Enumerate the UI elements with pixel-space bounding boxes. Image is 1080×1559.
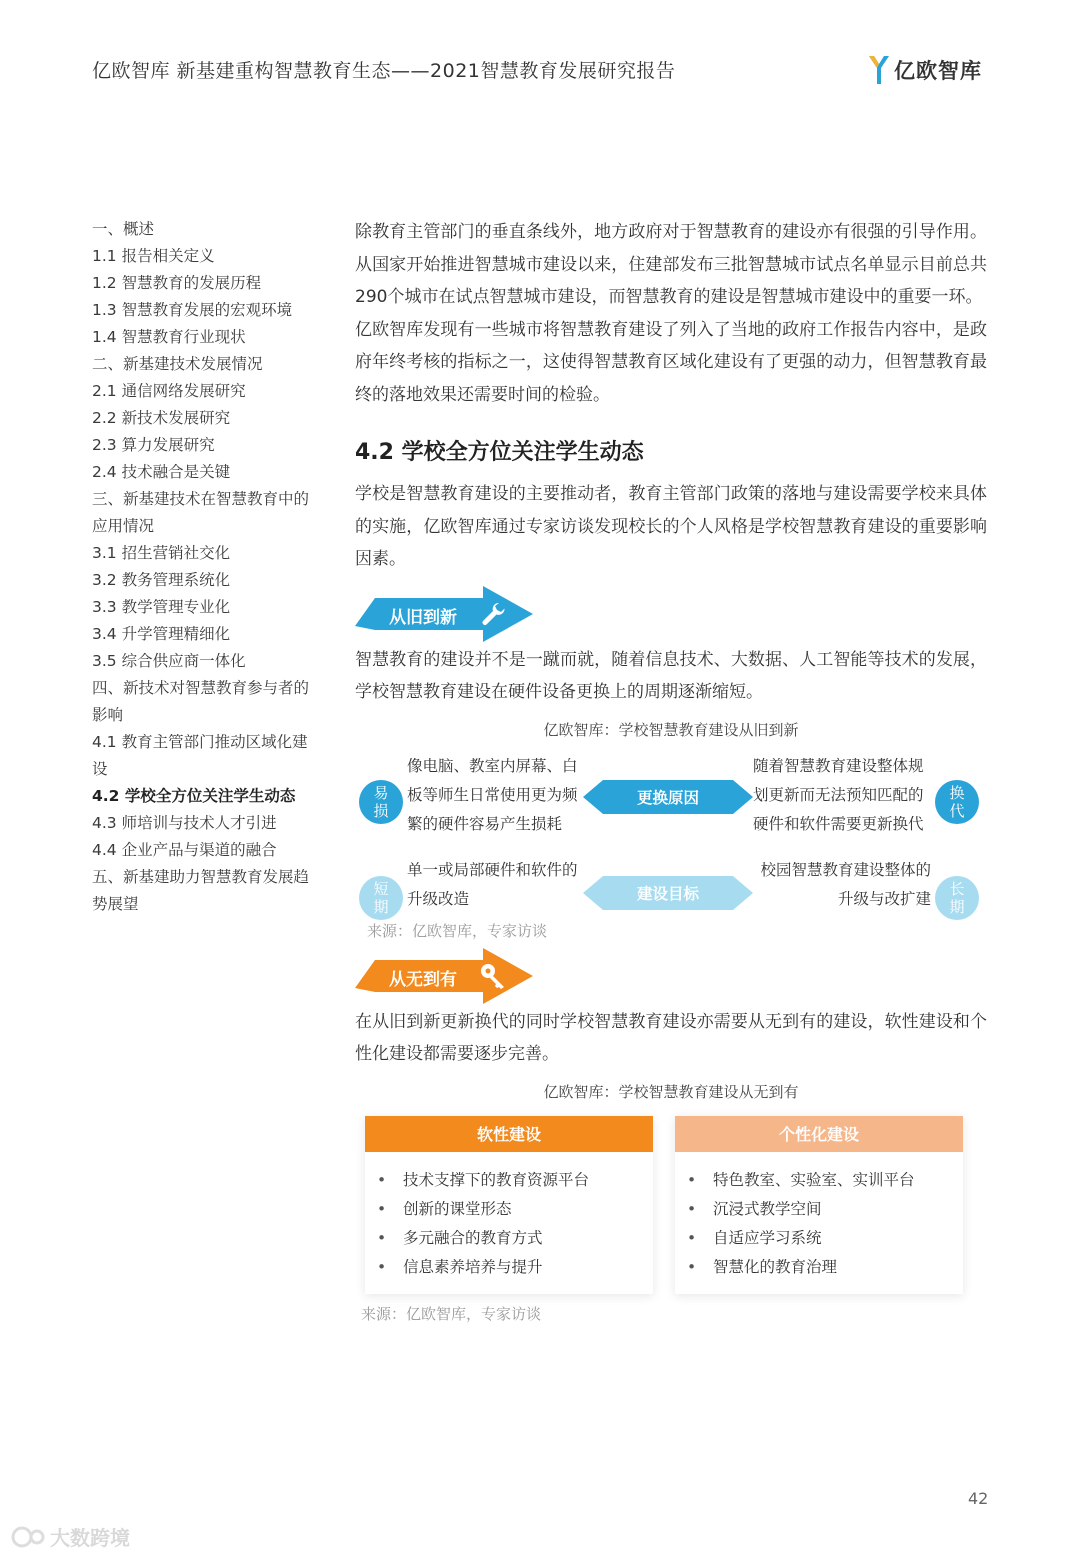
logo-text: 亿欧智库 [894, 59, 982, 83]
circle-short-term: 短期 [359, 876, 403, 920]
figure-1-diagram [355, 754, 987, 944]
list-item [377, 1166, 653, 1195]
toc-item[interactable]: 四、新技术对智慧教育参与者的影响 [92, 679, 310, 724]
bullet-icon: • [377, 1170, 387, 1189]
toc-item[interactable]: 1.3 智慧教育发展的宏观环境 [92, 301, 293, 319]
figure-2-diagram [355, 1116, 987, 1301]
bullet-icon: • [687, 1170, 697, 1189]
toc-item[interactable]: 1.2 智慧教育的发展历程 [92, 274, 262, 292]
table-of-contents [92, 216, 317, 918]
toc-item[interactable]: 3.5 综合供应商一体化 [92, 652, 246, 670]
toc-item[interactable]: 五、新基建助力智慧教育发展趋势展望 [92, 868, 310, 913]
list-item [687, 1166, 963, 1195]
tag-old-to-new [355, 586, 533, 642]
personalized-build-list [675, 1152, 963, 1282]
bullet-icon: • [687, 1257, 697, 1276]
page-header-title: 亿欧智库 新基建重构智慧教育生态——2021智慧教育发展研究报告 [92, 60, 676, 82]
arrow-build-goal [583, 876, 753, 910]
arrow-build-goal-label: 建设目标 [636, 884, 699, 903]
list-item [687, 1253, 963, 1282]
bullet-icon: • [687, 1228, 697, 1247]
toc-item[interactable]: 3.4 升学管理精细化 [92, 625, 231, 643]
paragraph-3: 学校是智慧教育建设的主要推动者，教育主管部门政策的落地与建设需要学校来具体的实施，亿欧智库通过专家访谈发现校长的个人风格是学校智慧教育建设的重要影响因素。 [355, 484, 987, 569]
bullet-icon: • [377, 1257, 387, 1276]
soft-build-column [365, 1116, 653, 1294]
row1-right-text: 随着智慧教育建设整体规划更新而无法预知匹配的硬件和软件需要更新换代 [753, 756, 924, 833]
section-title: 4.2 学校全方位关注学生动态 [355, 440, 644, 465]
list-item-text: 信息素养培养与提升 [403, 1257, 543, 1276]
figure-1-source: 来源：亿欧智库，专家访谈 [367, 921, 548, 940]
row2-left-text: 单一或局部硬件和软件的升级改造 [407, 860, 578, 908]
list-item [687, 1224, 963, 1253]
list-item-text: 智慧化的教育治理 [713, 1257, 838, 1276]
toc-item[interactable]: 2.1 通信网络发展研究 [92, 382, 246, 400]
toc-item[interactable]: 1.1 报告相关定义 [92, 247, 215, 265]
list-item [377, 1224, 653, 1253]
figure-2-caption: 亿欧智库：学校智慧教育建设从无到有 [543, 1082, 799, 1101]
key-icon [479, 962, 507, 990]
soft-build-list [365, 1152, 653, 1282]
list-item [687, 1195, 963, 1224]
toc-item[interactable]: 1.4 智慧教育行业现状 [92, 328, 246, 346]
toc-item[interactable]: 4.3 师培训与技术人才引进 [92, 814, 277, 832]
bullet-icon: • [377, 1228, 387, 1247]
paragraph-2: 亿欧智库发现有一些城市将智慧教育建设了列入了当地的政府工作报告内容中，是政府年终考核的指标之一，这使得智慧教育区域化建设有了更强的动力，但智慧教育最终的落地效果还需要时间的检验。 [355, 319, 987, 405]
toc-item[interactable]: 4.1 教育主管部门推动区域化建设 [92, 733, 308, 778]
list-item-text: 自适应学习系统 [713, 1228, 822, 1247]
toc-item[interactable]: 3.1 招生营销社交化 [92, 544, 231, 562]
wrench-icon [479, 600, 507, 628]
bullet-icon: • [377, 1199, 387, 1218]
list-item [377, 1253, 653, 1282]
list-item-text: 特色教室、实验室、实训平台 [713, 1170, 915, 1189]
toc-item[interactable]: 2.3 算力发展研究 [92, 436, 215, 454]
watermark-logo-icon [10, 1525, 50, 1549]
toc-item[interactable]: 一、概述 [92, 220, 155, 238]
paragraph-1: 除教育主管部门的垂直条线外，地方政府对于智慧教育的建设亦有很强的引导作用。从国家开始推进智慧城市建设以来，住建部发布三批智慧城市试点名单显示目前总共290个城市在试点智慧城市建设，而智慧教育的建设是智慧城市建设中的重要一环。 [355, 222, 987, 307]
tag-old-to-new-label: 从旧到新 [389, 607, 457, 628]
brand-logo [868, 52, 982, 88]
figure-1-caption: 亿欧智库：学校智慧教育建设从旧到新 [543, 720, 799, 739]
toc-item[interactable]: 3.3 教学管理专业化 [92, 598, 231, 616]
yiou-logo-icon [868, 54, 890, 86]
toc-item[interactable]: 2.4 技术融合是关键 [92, 463, 231, 481]
toc-item[interactable]: 3.2 教务管理系统化 [92, 571, 231, 589]
toc-item[interactable]: 2.2 新技术发展研究 [92, 409, 231, 427]
tag-from-nothing-label: 从无到有 [389, 969, 457, 990]
page-number: 42 [968, 1489, 989, 1508]
paragraph-5: 在从旧到新更新换代的同时学校智慧教育建设亦需要从无到有的建设，软性建设和个性化建设都需要逐步完善。 [355, 1011, 987, 1064]
arrow-replace-reason [583, 780, 753, 814]
main-content [355, 216, 987, 1324]
circle-upgrade: 换代 [935, 780, 979, 824]
toc-item[interactable]: 4.4 企业产品与渠道的融合 [92, 841, 277, 859]
toc-item[interactable]: 三、新基建技术在智慧教育中的应用情况 [92, 490, 310, 535]
bullet-icon: • [687, 1199, 697, 1218]
row1-left-text: 像电脑、教室内屏幕、白板等师生日常使用更为频繁的硬件容易产生损耗 [407, 756, 578, 833]
personalized-build-column [675, 1116, 963, 1294]
list-item [377, 1195, 653, 1224]
tag-from-nothing [355, 948, 533, 1004]
row2-right-text: 校园智慧教育建设整体的升级与改扩建 [760, 860, 931, 908]
circle-long-term: 长期 [935, 876, 979, 920]
list-item-text: 创新的课堂形态 [403, 1199, 512, 1218]
list-item-text: 沉浸式教学空间 [713, 1199, 822, 1218]
watermark-text: 大数跨境 [50, 1526, 130, 1550]
soft-build-header: 软性建设 [365, 1116, 653, 1152]
toc-item[interactable]: 二、新基建技术发展情况 [92, 355, 263, 373]
paragraph-4: 智慧教育的建设并不是一蹴而就，随着信息技术、大数据、人工智能等技术的发展，学校智慧教育建设在硬件设备更换上的周期逐渐缩短。 [355, 649, 987, 702]
list-item-text: 多元融合的教育方式 [403, 1228, 543, 1247]
toc-item[interactable]: 4.2 学校全方位关注学生动态 [92, 787, 296, 805]
personalized-build-header: 个性化建设 [675, 1116, 963, 1152]
list-item-text: 技术支撑下的教育资源平台 [403, 1170, 590, 1189]
watermark [10, 1522, 130, 1551]
figure-2-source: 来源：亿欧智库，专家访谈 [361, 1304, 542, 1323]
circle-fragile: 易损 [359, 780, 403, 824]
arrow-replace-reason-label: 更换原因 [636, 788, 699, 807]
